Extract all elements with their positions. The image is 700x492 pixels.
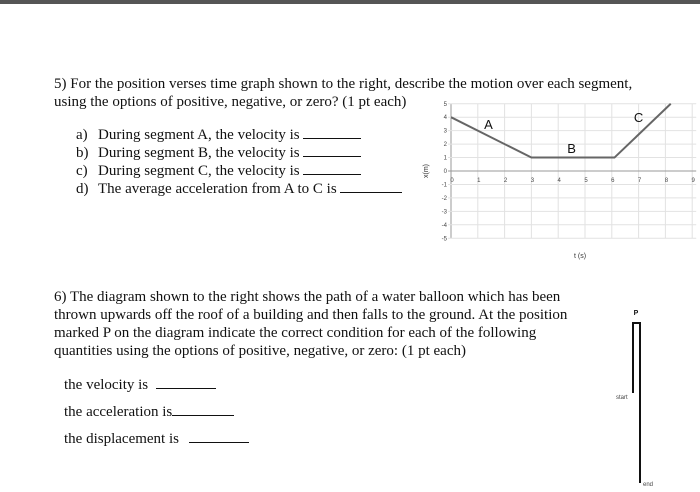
y-tick-label: 5 [443, 101, 447, 108]
end-label: end [643, 482, 654, 488]
item-label: a) [76, 127, 88, 143]
start-label: start [616, 395, 628, 401]
q6-acceleration [64, 403, 234, 421]
y-tick-label: -5 [441, 236, 447, 243]
y-tick-label: -4 [441, 222, 447, 229]
y-axis-label: x(m) [423, 164, 430, 178]
y-tick-label: 0 [443, 169, 447, 175]
x-tick-label: 7 [637, 178, 642, 184]
x-tick-label: 8 [664, 178, 669, 184]
q6-velocity [64, 376, 216, 394]
q6-prompt-line3: marked P on the diagram indicate the correct condition for each of the following [54, 325, 537, 341]
x-tick-label: 6 [611, 178, 615, 184]
x-axis-label: t (s) [573, 253, 587, 260]
answer-blank[interactable] [189, 430, 249, 443]
q6-displacement [64, 430, 249, 448]
item-label: d) [76, 181, 89, 197]
q6-prompt-line2: thrown upwards off the roof of a building and then falls to the ground. At the position [54, 307, 568, 323]
q5-prompt-line2: using the options of positive, negative, or zero? (1 pt each) [54, 94, 407, 110]
point-p-label: P [633, 310, 639, 317]
item-text: The average acceleration from A to C is [98, 181, 337, 197]
x-tick-label: 1 [477, 178, 481, 184]
item-text: During segment B, the velocity is [98, 145, 300, 161]
y-tick-label: -3 [441, 209, 447, 216]
question-text: the acceleration is [64, 404, 173, 420]
y-tick-label: 2 [443, 142, 447, 149]
answer-blank[interactable] [172, 403, 234, 416]
x-tick-label: 5 [584, 178, 588, 184]
q6-prompt-line1: 6) The diagram shown to the right shows the path of a water balloon which has been [54, 289, 561, 305]
question-text: the displacement is [64, 431, 179, 447]
item-text: During segment C, the velocity is [98, 163, 300, 179]
y-tick-label: 4 [443, 115, 447, 122]
balloon-path [633, 323, 640, 483]
question-text: the velocity is [64, 377, 149, 393]
x-tick-label: 2 [503, 178, 508, 184]
item-text: During segment A, the velocity is [98, 127, 300, 143]
y-tick-label: -2 [441, 195, 447, 202]
y-tick-label: 1 [443, 155, 447, 162]
segment-label-a: A [484, 116, 493, 132]
segment-label-b: B [567, 141, 576, 157]
y-tick-label: 3 [443, 128, 447, 135]
q6-prompt-line4: quantities using the options of positive, negative, or zero: (1 pt each) [54, 343, 466, 359]
item-label: b) [76, 145, 89, 161]
x-tick-label: 3 [530, 178, 535, 184]
item-label: c) [76, 163, 88, 179]
segment-label-c: C [633, 110, 644, 126]
graph-ticks [442, 102, 696, 243]
x-tick-label: 9 [691, 178, 695, 184]
x-tick-label: 0 [450, 178, 454, 184]
y-tick-label: -1 [441, 182, 447, 189]
answer-blank[interactable] [156, 376, 216, 389]
q5-prompt-line1: 5) For the position verses time graph shown to the right, describe the motion over each segment, [54, 76, 633, 92]
x-tick-label: 4 [557, 178, 561, 184]
